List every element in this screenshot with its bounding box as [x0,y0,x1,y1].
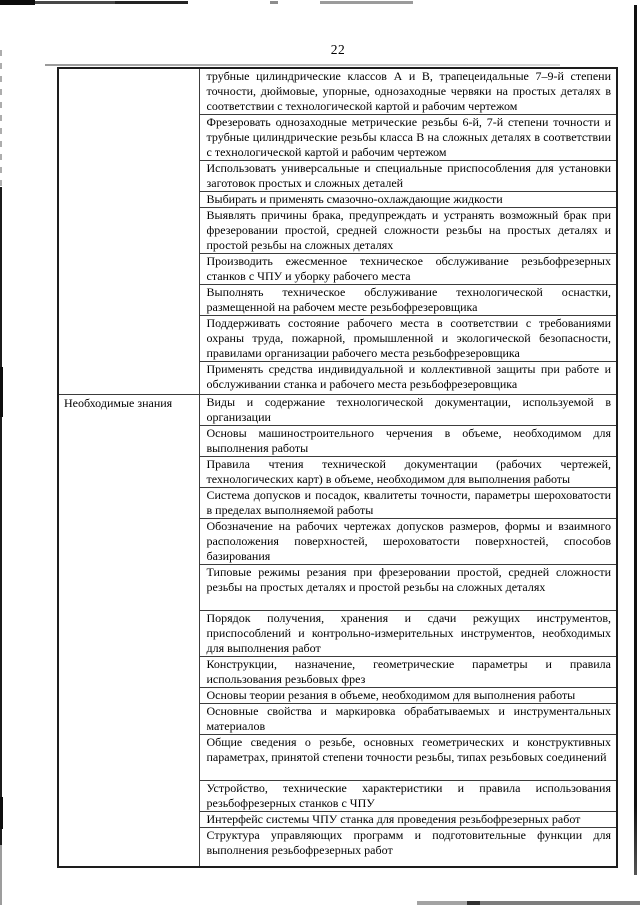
requirement-cell: Правила чтения технической документации (рабочих чертежей, технологических карт) в объеме, необходимом для выполнения работы [199,457,617,488]
requirement-cell: Система допусков и посадок, квалитеты точности, параметры шероховатости в пределах выполняемой работы [199,488,617,519]
scan-artifact-top-line [320,1,413,4]
page-number: 22 [330,42,346,57]
table-row [58,395,617,426]
requirement-cell: Типовые режимы резания при фрезеровании простой, средней сложности резьбы на простых деталях и простой резьбы на сложных деталях [199,565,617,611]
requirement-cell: Устройство, технические характеристики и правила использования резьбофрезерных станков с ЧПУ [199,781,617,812]
requirement-cell: Структура управляющих программ и подготовительные функции для выполнения резьбофрезерных работ [199,828,617,868]
scan-artifact-left-edge [0,797,3,829]
scan-artifact-top-line [115,1,188,4]
requirement-cell: Использовать универсальные и специальные приспособления для установки заготовок простых и сложных деталей [199,161,617,192]
scan-artifact-top-line [35,1,115,4]
requirement-cell: Основы машиностроительного черчения в объеме, необходимом для выполнения работы [199,426,617,457]
scan-artifact-table-shadow [45,64,560,66]
scan-artifact-left-edge [0,187,2,845]
requirement-cell: Основы теории резания в объеме, необходимом для выполнения работы [199,688,617,704]
scan-artifact-left-edge [0,845,2,905]
section-label-cell [58,68,199,395]
requirement-cell: Производить ежесменное техническое обслуживание резьбофрезерных станков с ЧПУ и уборку рабочего места [199,254,617,285]
requirement-cell: Применять средства индивидуальной и коллективной защиты при работе и обслуживании станка и рабочего места резьбофрезеровщика [199,362,617,395]
scan-artifact-top-line [270,1,278,4]
requirement-cell: трубные цилиндрические классов А и В, трапецеидальные 7–9-й степени точности, дюймовые, упорные, однозаходные червяки на простых деталях в соответствии с технологической картой и рабочим чертежом [199,68,617,115]
requirement-cell: Виды и содержание технологической документации, используемой в организации [199,395,617,426]
scan-artifact-top-left [0,0,35,5]
requirement-cell: Обозначение на рабочих чертежах допусков размеров, формы и взаимного расположения поверхностей, шероховатости поверхностей, способов базирования [199,519,617,565]
requirement-cell: Выявлять причины брака, предупреждать и устранять возможный брак при фрезеровании простой, средней сложности резьбы на простых деталях и простой резьбы на сложных деталях [199,208,617,254]
scan-artifact-right-edge [634,5,637,875]
section-label-cell: Необходимые знания [58,395,199,868]
requirements-table [57,67,618,868]
requirement-cell: Общие сведения о резьбе, основных геометрических и конструктивных параметрах, принятой степени точности резьбы, типах резьбовых соединений [199,735,617,781]
table-row [58,68,617,115]
requirement-cell: Выбирать и применять смазочно-охлаждающие жидкости [199,192,617,208]
scan-artifact-bottom-bar [417,901,640,905]
requirement-cell: Интерфейс системы ЧПУ станка для проведения резьбофрезерных работ [199,812,617,828]
requirement-cell: Фрезеровать однозаходные метрические резьбы 6-й, 7-й степени точности и трубные цилиндрические резьбы класса В на сложных деталях в соответствии с технологической картой и рабочим чертежом [199,115,617,161]
scan-artifact-left-edge [0,50,2,187]
requirement-cell: Основные свойства и маркировка обрабатываемых и инструментальных материалов [199,704,617,735]
requirement-cell: Порядок получения, хранения и сдачи режущих инструментов, приспособлений и контрольно-измерительных инструментов, необходимых для выполнения работ [199,611,617,657]
scan-artifact-left-edge [0,367,3,417]
requirement-cell: Конструкции, назначение, геометрические параметры и правила использования резьбовых фрез [199,657,617,688]
requirement-cell: Поддерживать состояние рабочего места в соответствии с требованиями охраны труда, пожарной, промышленной и экологической безопасности, правилами организации рабочего места резьбофрезеровщика [199,316,617,362]
requirement-cell: Выполнять техническое обслуживание технологической оснастки, размещенной на рабочем месте резьбофрезеровщика [199,285,617,316]
